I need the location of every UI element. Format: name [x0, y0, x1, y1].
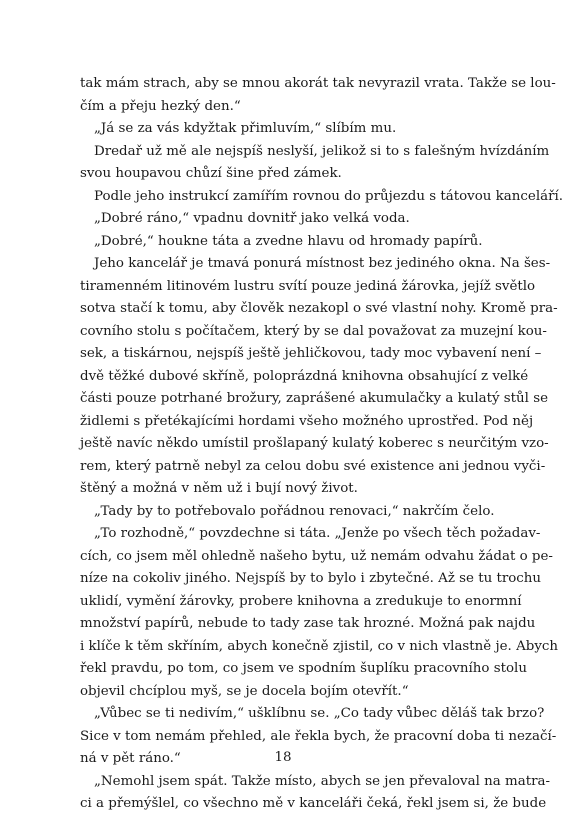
text-line: ještě navíc někdo umístil prošlapaný kulatý koberec s neurčitým vzo-	[80, 436, 549, 451]
text-line: řekl pravdu, po tom, co jsem ve spodním šuplíku pracovního stolu	[80, 661, 527, 676]
text-line: „Dobré,“ houkne táta a zvedne hlavu od hromady papírů.	[94, 233, 483, 249]
text-line: štěný a možná v něm už i bují nový život.	[80, 481, 358, 496]
text-line: židlemi s přetékajícími hordami všeho možného uprostřed. Pod něj	[80, 413, 534, 429]
text-line: „Tady by to potřebovalo pořádnou renovaci,“ nakrčím čelo.	[94, 503, 495, 519]
text-line: „Nemohl jsem spát. Takže místo, abych se jen převaloval na matra-	[94, 773, 550, 789]
text-line: tak mám strach, aby se mnou akorát tak nevyrazil vrata. Takže se lou-	[80, 76, 556, 91]
text-line: Sice v tom nemám přehled, ale řekla bych, že pracovní doba ti nezačí-	[80, 728, 557, 744]
text-line: Podle jeho instrukcí zamířím rovnou do průjezdu s tátovou kanceláří.	[94, 188, 564, 204]
text-line: „Vůbec se ti nedivím,“ ušklíbnu se. „Co tady vůbec děláš tak brzo?	[94, 706, 545, 721]
text-line: Jeho kancelář je tmavá ponurá místnost bez jediného okna. Na šes-	[94, 256, 551, 271]
text-line: sotva stačí k tomu, aby člověk nezakopl o své vlastní nohy. Kromě pra-	[80, 301, 558, 316]
text-line: „Já se za vás kdyžtak přimluvím,“ slíbím mu.	[94, 121, 397, 136]
text-line: čím a přeju hezký den.“	[80, 98, 241, 114]
text-line: „To rozhodně,“ povzdechne si táta. „Jenže po všech těch požadav-	[94, 526, 541, 541]
text-line: uklidí, vymění žárovky, probere knihovna a zredukuje to enormní	[80, 593, 522, 609]
text-line: covního stolu s počítačem, který by se dal považovat za muzejní kou-	[80, 323, 547, 339]
text-line: ci a přemýšlel, co všechno mě v kanceláři čeká, řekl jsem si, že bude	[80, 796, 547, 811]
text-line: části pouze potrhané brožury, zaprášené akumulačky a kulatý stůl se	[80, 391, 549, 406]
text-line: cích, co jsem měl ohledně našeho bytu, už nemám odvahu žádat o pe-	[80, 548, 553, 564]
body-text	[80, 73, 564, 816]
text-line: „Dobré ráno,“ vpadnu dovnitř jako velká voda.	[94, 211, 410, 226]
text-line: svou houpavou chůzí šine před zámek.	[80, 166, 342, 181]
text-line: dvě těžké dubové skříně, poloprázdná knihovna obsahující z velké	[80, 368, 529, 384]
text-line: i klíče k těm skříním, abych konečně zjistil, co v nich vlastně je. Abych	[80, 638, 559, 654]
text-line: ná v pět ráno.“	[80, 751, 181, 766]
text-line: objevil chcíplou myš, se je docela bojím otevřít.“	[80, 683, 409, 699]
text-line: sek, a tiskárnou, nejspíš ještě jehličkovou, tady moc vybavení není –	[80, 346, 542, 361]
text-line: níze na cokoliv jiného. Nejspíš by to bylo i zbytečné. Až se tu trochu	[80, 571, 542, 586]
text-line: množství papírů, nebude to tady zase tak hrozné. Možná pak najdu	[80, 616, 536, 631]
text-line: Dredař už mě ale nejspíš neslyší, jelikož si to s falešným hvízdáním	[94, 143, 550, 159]
page-number: 18	[274, 750, 292, 765]
text-line: tiramenném litinovém lustru svítí pouze jediná žárovka, jejíž světlo	[80, 278, 536, 294]
text-line: rem, který patrně nebyl za celou dobu své existence ani jednou vyči-	[80, 458, 546, 474]
